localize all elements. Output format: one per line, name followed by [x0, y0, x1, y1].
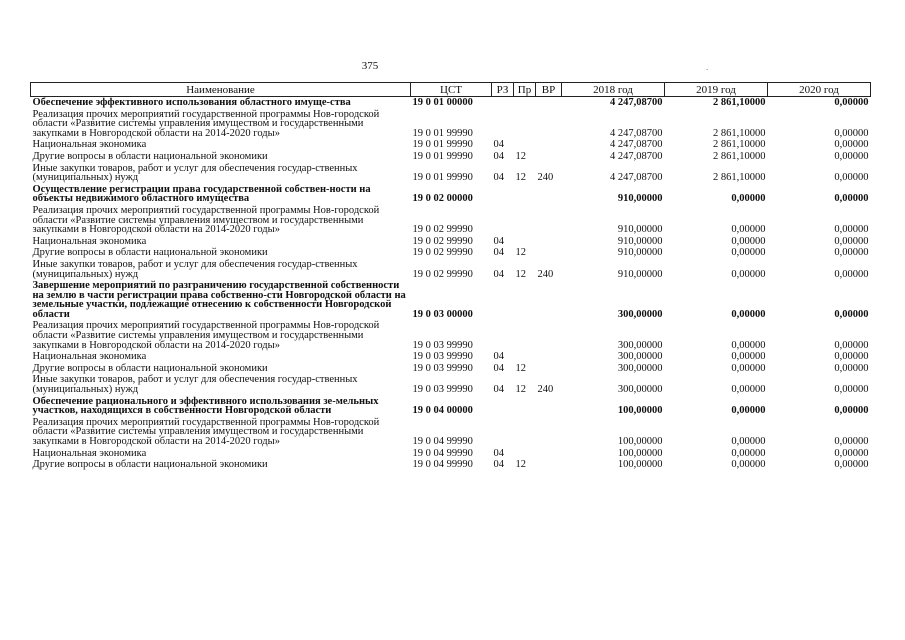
- row-2019: 2 861,10000: [713, 150, 766, 162]
- row-name: Реализация прочих мероприятий государственной программы Нов-городской области «Развитие системы управления имуществом и государственными закупками в Новгородской области на 2014-2020 годы»: [32, 320, 380, 351]
- budget-table: [30, 82, 871, 471]
- row-vr: [536, 459, 562, 471]
- row-2020: 0,00000: [834, 235, 869, 247]
- header-cst: ЦСТ: [411, 83, 492, 97]
- row-pr: 12: [515, 150, 526, 162]
- row-name: Другие вопросы в области национальной экономики: [32, 362, 268, 374]
- row-cst: 19 0 01 99990: [412, 127, 473, 139]
- row-cst: 19 0 03 00000: [412, 308, 473, 320]
- row-cst: 19 0 04 00000: [412, 405, 473, 417]
- row-pr: 12: [515, 172, 526, 184]
- row-2018: 910,00000: [617, 235, 663, 247]
- row-2018: 300,00000: [617, 362, 663, 374]
- row-2018: 100,00000: [617, 436, 663, 447]
- row-vr: [536, 280, 562, 320]
- table-header-row: [31, 83, 871, 97]
- row-name: Другие вопросы в области национальной экономики: [32, 459, 268, 471]
- table-row: [31, 448, 871, 460]
- row-2020: 0,00000: [834, 97, 869, 108]
- row-vr: [536, 363, 562, 375]
- header-pr: Пр: [514, 83, 536, 97]
- row-rz: [492, 109, 514, 140]
- row-pr: [514, 205, 536, 236]
- row-2018: 100,00000: [617, 459, 663, 471]
- row-pr: [514, 184, 536, 205]
- row-vr: [536, 205, 562, 236]
- row-2019: 2 861,10000: [713, 172, 766, 184]
- row-2019: 0,00000: [731, 436, 766, 447]
- row-vr: 240: [537, 384, 554, 396]
- row-cst: 19 0 01 99990: [412, 139, 473, 151]
- row-vr: [536, 448, 562, 460]
- table-row: [31, 351, 871, 363]
- row-cst: 19 0 04 99990: [412, 447, 473, 459]
- table-row: [31, 396, 871, 417]
- row-2019: 2 861,10000: [713, 139, 766, 151]
- header-2020: 2020 год: [768, 83, 871, 97]
- table-row: [31, 247, 871, 259]
- row-2019: 0,00000: [731, 459, 766, 471]
- row-pr: [514, 109, 536, 140]
- row-cst: 19 0 01 00000: [412, 97, 473, 108]
- row-2018: 300,00000: [617, 339, 663, 351]
- row-cst: 19 0 02 99990: [412, 247, 473, 259]
- row-2019: 0,00000: [731, 362, 766, 374]
- row-vr: [536, 184, 562, 205]
- row-2020: 0,00000: [834, 127, 869, 139]
- table-row: [31, 151, 871, 163]
- row-cst: 19 0 03 99990: [412, 362, 473, 374]
- row-name: Национальная экономика: [32, 447, 147, 459]
- row-2020: 0,00000: [834, 193, 869, 205]
- row-name: Национальная экономика: [32, 351, 147, 363]
- row-name: Иные закупки товаров, работ и услуг для обеспечения государ-ственных (муниципальных) нужд: [32, 162, 358, 184]
- row-2018: 300,00000: [617, 351, 663, 363]
- table-row: [31, 259, 871, 280]
- row-name: Реализация прочих мероприятий государственной программы Нов-городской области «Развитие системы управления имуществом и государственными закупками в Новгородской области на 2014-2020 годы»: [32, 416, 380, 447]
- row-2020: 0,00000: [834, 436, 869, 447]
- row-pr: [514, 139, 536, 151]
- row-pr: [514, 396, 536, 417]
- row-2020: 0,00000: [834, 362, 869, 374]
- row-2019: 0,00000: [731, 351, 766, 363]
- row-2018: 4 247,08700: [610, 127, 663, 139]
- row-name: Другие вопросы в области национальной экономики: [32, 247, 268, 259]
- row-2018: 910,00000: [617, 247, 663, 259]
- row-pr: 12: [515, 268, 526, 280]
- row-2019: 0,00000: [731, 247, 766, 259]
- row-2018: 4 247,08700: [610, 139, 663, 151]
- row-vr: [536, 109, 562, 140]
- row-cst: 19 0 02 99990: [412, 224, 473, 236]
- row-rz: [492, 396, 514, 417]
- row-name: Обеспечение рационального и эффективного использования зе-мельных участков, находящихся в собственности Новгородской области: [32, 395, 379, 417]
- table-body: [31, 97, 871, 471]
- row-name: Реализация прочих мероприятий государственной программы Нов-городской области «Развитие системы управления имуществом и государственными закупками в Новгородской области на 2014-2020 годы»: [32, 204, 380, 236]
- row-2019: 0,00000: [731, 405, 766, 417]
- row-pr: 12: [515, 459, 526, 471]
- table-row: [31, 417, 871, 448]
- row-vr: 240: [537, 268, 554, 280]
- row-2020: 0,00000: [834, 172, 869, 184]
- row-name: Иные закупки товаров, работ и услуг для обеспечения государ-ственных (муниципальных) нужд: [32, 258, 358, 280]
- row-pr: 12: [515, 362, 526, 374]
- row-name: Национальная экономика: [32, 139, 147, 151]
- row-cst: 19 0 01 99990: [412, 172, 473, 184]
- row-rz: 04: [493, 362, 504, 374]
- row-vr: [536, 351, 562, 363]
- row-2019: 2 861,10000: [713, 127, 766, 139]
- row-name: Национальная экономика: [32, 235, 147, 247]
- row-2018: 4 247,08700: [610, 150, 663, 162]
- row-rz: 04: [493, 172, 504, 184]
- row-2018: 300,00000: [617, 384, 663, 396]
- row-2020: 0,00000: [834, 405, 869, 417]
- row-2018: 910,00000: [617, 224, 663, 236]
- row-2018: 910,00000: [617, 193, 663, 205]
- row-name: Завершение мероприятий по разграничению государственной собственности на землю в части регистрации права собственно-сти Новгородской области на земельные участки, подлежащие отнесению к собственности Новгородской области: [32, 280, 406, 320]
- row-2018: 100,00000: [617, 447, 663, 459]
- row-2020: 0,00000: [834, 247, 869, 259]
- row-vr: [536, 139, 562, 151]
- row-vr: [536, 97, 562, 109]
- header-rz: РЗ: [492, 83, 514, 97]
- header-2018: 2018 год: [562, 83, 665, 97]
- row-2018: 4 247,08700: [610, 172, 663, 184]
- row-name: Осуществление регистрации права государственной собствен-ности на объекты недвижимого областного имущества: [32, 183, 371, 205]
- table-row: [31, 459, 871, 471]
- row-pr: [514, 97, 536, 109]
- row-2018: 910,00000: [617, 268, 663, 280]
- table-row: [31, 363, 871, 375]
- row-rz: [492, 320, 514, 351]
- page-number: 375: [361, 60, 379, 72]
- header-vr: ВР: [536, 83, 562, 97]
- row-vr: [536, 247, 562, 259]
- table-row: [31, 320, 871, 351]
- row-2018: 4 247,08700: [610, 97, 663, 108]
- row-pr: [514, 320, 536, 351]
- row-2019: 2 861,10000: [713, 97, 766, 108]
- row-pr: [514, 417, 536, 448]
- row-2020: 0,00000: [834, 150, 869, 162]
- row-2020: 0,00000: [834, 384, 869, 396]
- table-row: [31, 236, 871, 248]
- row-name: Реализация прочих мероприятий государственной программы Нов-городской области «Развитие системы управления имуществом и государственными закупками в Новгородской области на 2014-2020 годы»: [32, 108, 380, 139]
- row-rz: 04: [493, 384, 504, 396]
- row-cst: 19 0 02 00000: [412, 193, 473, 205]
- row-pr: [514, 351, 536, 363]
- row-pr: [514, 280, 536, 320]
- row-pr: 12: [515, 247, 526, 259]
- table-row: [31, 97, 871, 109]
- row-2019: 0,00000: [731, 235, 766, 247]
- row-rz: 04: [493, 235, 504, 247]
- row-cst: 19 0 04 99990: [412, 459, 473, 471]
- row-2020: 0,00000: [834, 339, 869, 351]
- row-rz: 04: [493, 247, 504, 259]
- row-2019: 0,00000: [731, 308, 766, 320]
- row-name: Другие вопросы в области национальной экономики: [32, 150, 268, 162]
- row-rz: [492, 417, 514, 448]
- row-2019: 0,00000: [731, 384, 766, 396]
- row-cst: 19 0 03 99990: [412, 384, 473, 396]
- row-2018: 300,00000: [617, 308, 663, 320]
- row-rz: [492, 97, 514, 109]
- table-row: [31, 280, 871, 320]
- table-row: [31, 184, 871, 205]
- row-2019: 0,00000: [731, 339, 766, 351]
- header-name: Наименование: [31, 83, 411, 97]
- row-vr: [536, 320, 562, 351]
- row-2018: 100,00000: [617, 405, 663, 417]
- table-row: [31, 109, 871, 140]
- row-2020: 0,00000: [834, 351, 869, 363]
- row-cst: 19 0 02 99990: [412, 268, 473, 280]
- row-pr: [514, 236, 536, 248]
- row-rz: [492, 280, 514, 320]
- page-mark: .: [706, 62, 709, 72]
- row-2020: 0,00000: [834, 308, 869, 320]
- row-rz: 04: [493, 459, 504, 471]
- row-rz: 04: [493, 150, 504, 162]
- row-vr: [536, 236, 562, 248]
- table-row: [31, 205, 871, 236]
- table-row: [31, 374, 871, 395]
- row-2020: 0,00000: [834, 224, 869, 236]
- row-pr: 12: [515, 384, 526, 396]
- row-rz: 04: [493, 447, 504, 459]
- row-vr: [536, 417, 562, 448]
- row-rz: [492, 205, 514, 236]
- table-row: [31, 163, 871, 184]
- row-2020: 0,00000: [834, 447, 869, 459]
- row-cst: 19 0 02 99990: [412, 235, 473, 247]
- row-rz: [492, 184, 514, 205]
- row-cst: 19 0 01 99990: [412, 150, 473, 162]
- header-2019: 2019 год: [665, 83, 768, 97]
- row-2019: 0,00000: [731, 193, 766, 205]
- row-vr: [536, 396, 562, 417]
- row-cst: 19 0 03 99990: [412, 339, 473, 351]
- row-rz: 04: [493, 268, 504, 280]
- row-rz: 04: [493, 351, 504, 363]
- row-name: Обеспечение эффективного использования областного имуще-ства: [32, 97, 351, 108]
- row-name: Иные закупки товаров, работ и услуг для обеспечения государ-ственных (муниципальных) нужд: [32, 374, 358, 396]
- row-vr: 240: [537, 172, 554, 184]
- row-pr: [514, 448, 536, 460]
- row-cst: 19 0 04 99990: [412, 436, 473, 447]
- row-cst: 19 0 03 99990: [412, 351, 473, 363]
- row-2019: 0,00000: [731, 224, 766, 236]
- row-vr: [536, 151, 562, 163]
- row-2019: 0,00000: [731, 268, 766, 280]
- row-rz: 04: [493, 139, 504, 151]
- row-2019: 0,00000: [731, 447, 766, 459]
- row-2020: 0,00000: [834, 459, 869, 471]
- row-2020: 0,00000: [834, 139, 869, 151]
- table-row: [31, 139, 871, 151]
- row-2020: 0,00000: [834, 268, 869, 280]
